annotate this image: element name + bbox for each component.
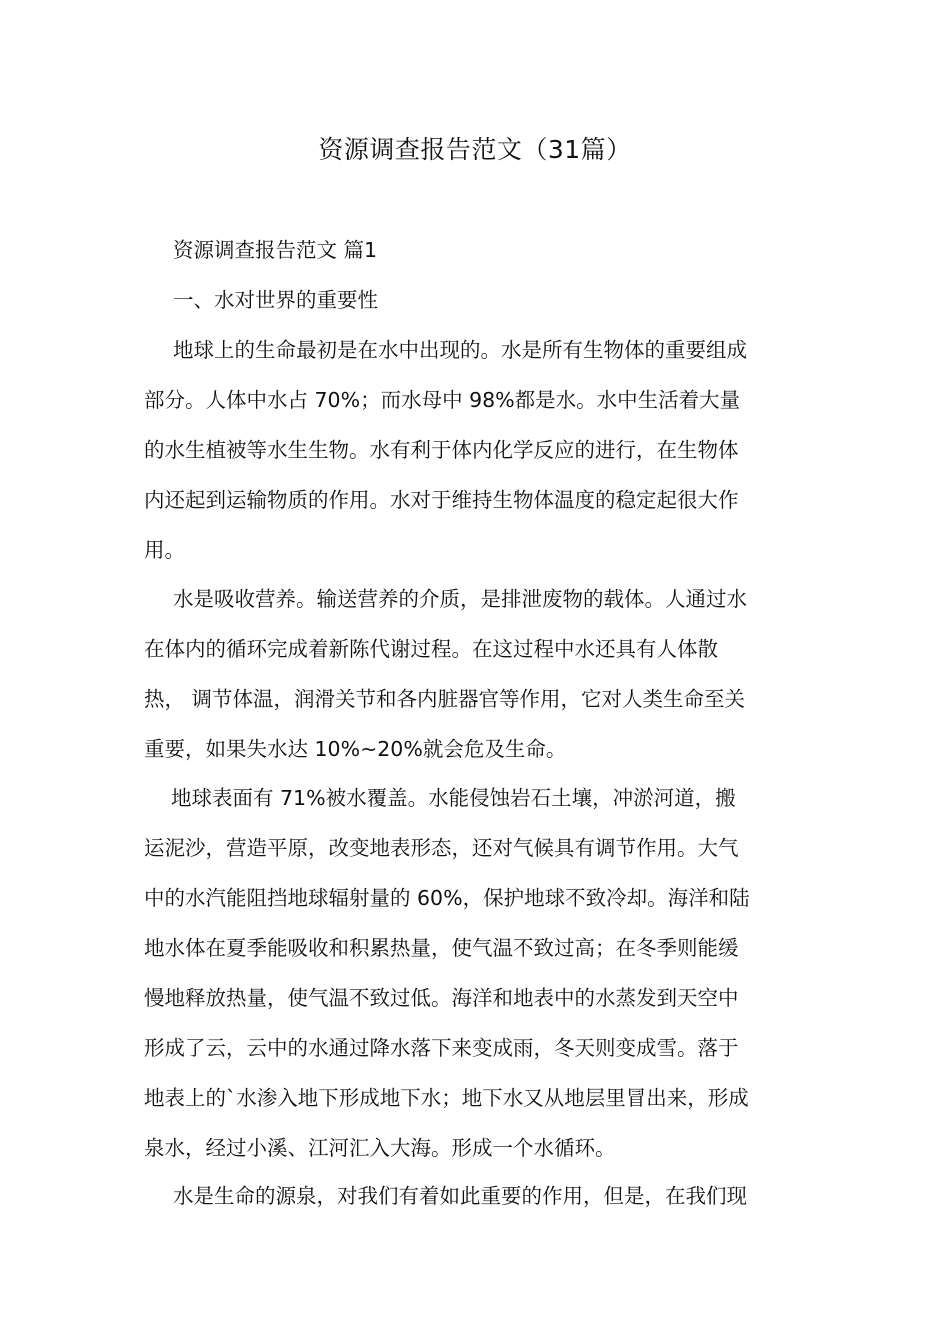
paragraph-line: 重要，如果失水达 10%~20%就会危及生命。 <box>144 737 567 761</box>
paragraph-line: 慢地释放热量，使气温不致过低。海洋和地表中的水蒸发到天空中 <box>144 986 739 1010</box>
paragraph-line: 用。 <box>144 538 185 562</box>
document-title: 资源调查报告范文（31篇） <box>318 135 632 164</box>
paragraph-line: 内还起到运输物质的作用。水对于维持生物体温度的稳定起很大作 <box>144 488 739 512</box>
paragraph-line: 地表上的`水渗入地下形成地下水；地下水又从地层里冒出来，形成 <box>144 1086 749 1110</box>
paragraph-line: 运泥沙，营造平原，改变地表形态，还对气候具有调节作用。大气 <box>144 836 739 860</box>
section-heading: 资源调查报告范文 篇1 <box>173 238 378 262</box>
paragraph-line: 地球上的生命最初是在水中出现的。水是所有生物体的重要组成 <box>173 338 747 362</box>
paragraph-line: 水是生命的源泉，对我们有着如此重要的作用，但是，在我们现 <box>173 1184 747 1208</box>
paragraph-3 <box>144 773 808 1173</box>
paragraph-line: 形成了云，云中的水通过降水落下来变成雨，冬天则变成雪。落于 <box>144 1036 739 1060</box>
paragraph-line: 泉水，经过小溪、江河汇入大海。形成一个水循环。 <box>144 1136 616 1160</box>
paragraph-line: 中的水汽能阻挡地球辐射量的 60%，保护地球不致冷却。海洋和陆 <box>144 886 750 910</box>
subheading: 一、水对世界的重要性 <box>173 288 378 312</box>
paragraph-line: 水是吸收营养。输送营养的介质，是排泄废物的载体。人通过水 <box>173 587 747 611</box>
paragraph-line: 部分。人体中水占 70%；而水母中 98%都是水。水中生活着大量 <box>144 388 741 412</box>
paragraph-line: 地球表面有 71%被水覆盖。水能侵蚀岩石土壤，冲淤河道，搬 <box>171 786 736 810</box>
paragraph-line: 在体内的循环完成着新陈代谢过程。在这过程中水还具有人体散 <box>144 637 718 661</box>
paragraph-1 <box>144 325 808 575</box>
paragraph-2 <box>144 574 808 774</box>
paragraph-line: 地水体在夏季能吸收和积累热量，使气温不致过高；在冬季则能缓 <box>144 936 739 960</box>
paragraph-4 <box>144 1171 808 1221</box>
paragraph-line: 的水生植被等水生生物。水有利于体内化学反应的进行，在生物体 <box>144 438 739 462</box>
paragraph-line: 热， 调节体温，润滑关节和各内脏器官等作用，它对人类生命至关 <box>144 687 746 711</box>
